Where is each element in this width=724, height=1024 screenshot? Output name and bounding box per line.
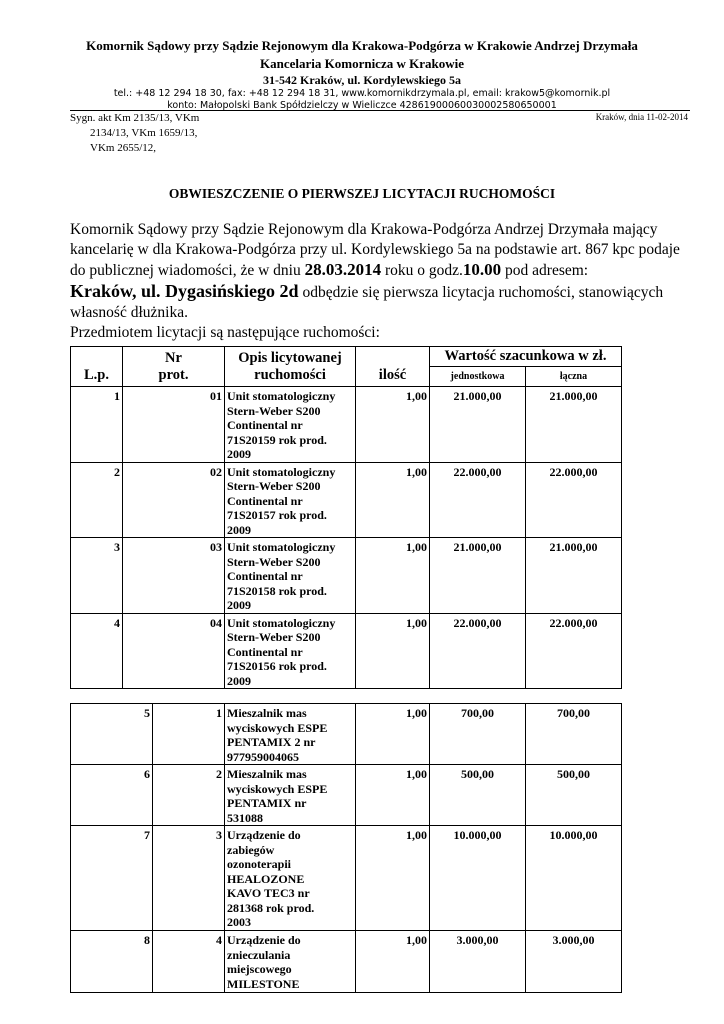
description-line: miejscowego <box>227 962 292 976</box>
description-line: 2009 <box>227 447 251 461</box>
cell-nr: 02 <box>123 462 225 538</box>
case-number-line: 2134/13, VKm 1659/13, <box>90 127 198 139</box>
col-header-opis <box>225 347 356 387</box>
case-number-line: Sygn. akt Km 2135/13, VKm <box>70 112 200 124</box>
description-line: 71S20158 rok prod. <box>227 583 327 598</box>
description-line: Urządzenie do <box>227 828 301 842</box>
description-line: 281368 rok prod. <box>227 900 315 915</box>
table-row <box>71 704 622 765</box>
description-line: 2009 <box>227 673 251 688</box>
table-row <box>71 931 622 993</box>
document-date: Kraków, dnia 11-02-2014 <box>595 112 688 122</box>
cell-laczna: 21.000,00 <box>526 387 622 463</box>
description-line: Continental nr <box>227 644 303 659</box>
cell-nr: 4 <box>153 931 225 993</box>
description-line: 2009 <box>227 522 251 537</box>
cell-ilosc: 1,00 <box>356 613 430 689</box>
description-line: wyciskowych ESPE <box>227 781 328 796</box>
cell-jednostkowa: 700,00 <box>430 704 526 765</box>
cell-lp: 4 <box>71 613 123 689</box>
description-line: Unit stomatologiczny <box>227 389 336 403</box>
body-text: roku o godz. <box>381 262 463 279</box>
table-row <box>71 387 622 463</box>
cell-lp: 2 <box>71 462 123 538</box>
body-line: kancelarię w dla Krakowa-Podgórza przy ul. Kordylewskiego 5a na podstawie art. 867 kpc podaje <box>70 241 680 258</box>
table-row <box>71 765 622 826</box>
cell-opis <box>225 613 356 689</box>
cell-lp: 5 <box>71 704 153 765</box>
cell-nr: 01 <box>123 387 225 463</box>
table-row <box>71 613 622 689</box>
description-line: Continental nr <box>227 418 303 432</box>
cell-jednostkowa: 21.000,00 <box>430 387 526 463</box>
col-header-lp: L.p. <box>71 347 123 387</box>
cell-nr: 04 <box>123 613 225 689</box>
description-line: 2009 <box>227 598 251 612</box>
case-numbers <box>70 111 199 156</box>
header-line: prot. <box>158 367 189 383</box>
col-header-nr <box>123 347 225 387</box>
cell-jednostkowa: 500,00 <box>430 765 526 826</box>
cell-ilosc: 1,00 <box>356 704 430 765</box>
header-line: ruchomości <box>254 367 326 383</box>
description-line: MILESTONE <box>227 976 300 991</box>
col-header-jednostkowa: jednostkowa <box>430 367 526 387</box>
body-text: odbędzie się pierwsza licytacja ruchomości, stanowiących <box>298 284 664 301</box>
auction-items-table-continued <box>70 703 622 993</box>
description-line: Stern-Weber S200 <box>227 554 321 569</box>
table-body <box>71 704 622 993</box>
table-row <box>71 826 622 931</box>
description-line: HEALOZONE <box>227 871 305 886</box>
table-row <box>71 462 622 538</box>
bank-account: konto: Małopolski Bank Spółdzielczy w Wieliczce 42861900060030002580650001 <box>167 100 557 111</box>
body-line <box>70 281 690 303</box>
description-line: 531088 <box>227 810 263 825</box>
header-line: Nr <box>165 350 182 366</box>
cell-lp: 3 <box>71 538 123 614</box>
cell-laczna: 21.000,00 <box>526 538 622 614</box>
description-line: Mieszalnik mas <box>227 706 307 720</box>
cell-nr: 3 <box>153 826 225 931</box>
office-name: Kancelaria Komornicza w Krakowie <box>260 56 464 71</box>
cell-opis <box>225 826 356 931</box>
description-line: Unit stomatologiczny <box>227 540 336 554</box>
col-header-ilosc: ilość <box>356 347 430 387</box>
cell-ilosc: 1,00 <box>356 826 430 931</box>
cell-opis <box>225 931 356 993</box>
body-line: własność dłużnika. <box>70 304 188 321</box>
description-line: Continental nr <box>227 493 303 508</box>
cell-jednostkowa: 21.000,00 <box>430 538 526 614</box>
cell-laczna: 10.000,00 <box>526 826 622 931</box>
description-line: Stern-Weber S200 <box>227 479 321 493</box>
table-body <box>71 387 622 689</box>
description-line: Mieszalnik mas <box>227 767 307 781</box>
cell-nr: 03 <box>123 538 225 614</box>
cell-laczna: 3.000,00 <box>526 931 622 993</box>
col-header-laczna: łączna <box>526 367 622 387</box>
body-line <box>70 260 690 281</box>
cell-lp: 1 <box>71 387 123 463</box>
description-line: wyciskowych ESPE <box>227 720 328 735</box>
cell-opis <box>225 462 356 538</box>
table-row <box>71 538 622 614</box>
announcement-body <box>70 220 690 343</box>
cell-nr: 2 <box>153 765 225 826</box>
cell-ilosc: 1,00 <box>356 462 430 538</box>
description-line: Urządzenie do <box>227 933 301 947</box>
cell-ilosc: 1,00 <box>356 538 430 614</box>
office-address: 31-542 Kraków, ul. Kordylewskiego 5a <box>262 73 461 87</box>
description-line: 71S20159 rok prod. <box>227 432 327 447</box>
cell-jednostkowa: 3.000,00 <box>430 931 526 993</box>
cell-opis <box>225 538 356 614</box>
body-line: Komornik Sądowy przy Sądzie Rejonowym dla Krakowa-Podgórza Andrzej Drzymała mający <box>70 221 658 238</box>
description-line: Unit stomatologiczny <box>227 464 336 479</box>
description-line: znieczulania <box>227 947 291 962</box>
auction-time: 10.00 <box>462 260 502 279</box>
description-line: PENTAMIX nr <box>227 796 307 810</box>
description-line: Continental nr <box>227 569 303 583</box>
bailiff-name: Komornik Sądowy przy Sądzie Rejonowym dla Krakowa-Podgórza w Krakowie Andrzej Drzymała <box>86 38 638 53</box>
description-line: KAVO TEC3 nr <box>227 886 310 900</box>
cell-nr: 1 <box>153 704 225 765</box>
cell-ilosc: 1,00 <box>356 387 430 463</box>
case-number-line: VKm 2655/12, <box>90 142 156 154</box>
document-title: OBWIESZCZENIE O PIERWSZEJ LICYTACJI RUCHOMOŚCI <box>168 186 556 201</box>
cell-jednostkowa: 10.000,00 <box>430 826 526 931</box>
cell-laczna: 500,00 <box>526 765 622 826</box>
cell-laczna: 22.000,00 <box>526 462 622 538</box>
description-line: Stern-Weber S200 <box>227 403 321 418</box>
description-line: Unit stomatologiczny <box>227 615 336 630</box>
contact-line: tel.: +48 12 294 18 30, fax: +48 12 294 18 31, www.komornikdrzymala.pl, email: krakow5@komornik.pl <box>113 88 611 99</box>
auction-address: Kraków, ul. Dygasińskiego 2d <box>70 281 299 301</box>
body-text: pod adresem: <box>501 262 589 279</box>
description-line: zabiegów <box>227 842 275 857</box>
description-line: Stern-Weber S200 <box>227 630 321 644</box>
cell-lp: 7 <box>71 826 153 931</box>
body-text: do publicznej wiadomości, że w dniu <box>70 262 305 279</box>
description-line: 71S20156 rok prod. <box>227 659 327 673</box>
cell-jednostkowa: 22.000,00 <box>430 613 526 689</box>
col-header-wartosc: Wartość szacunkowa w zł. <box>430 347 622 367</box>
cell-laczna: 700,00 <box>526 704 622 765</box>
cell-jednostkowa: 22.000,00 <box>430 462 526 538</box>
description-line: 2003 <box>227 915 251 929</box>
cell-lp: 6 <box>71 765 153 826</box>
auction-date: 28.03.2014 <box>304 260 382 279</box>
cell-opis <box>225 704 356 765</box>
cell-ilosc: 1,00 <box>356 765 430 826</box>
cell-opis <box>225 387 356 463</box>
description-line: PENTAMIX 2 nr <box>227 735 316 749</box>
auction-items-table <box>70 346 622 689</box>
cell-opis <box>225 765 356 826</box>
description-line: 977959004065 <box>227 749 299 764</box>
description-line: 71S20157 rok prod. <box>227 508 327 522</box>
cell-lp: 8 <box>71 931 153 993</box>
body-line: Przedmiotem licytacji są następujące ruchomości: <box>70 324 380 341</box>
description-line: ozonoterapii <box>227 857 291 871</box>
cell-laczna: 22.000,00 <box>526 613 622 689</box>
header-line: Opis licytowanej <box>238 350 342 366</box>
cell-ilosc: 1,00 <box>356 931 430 993</box>
